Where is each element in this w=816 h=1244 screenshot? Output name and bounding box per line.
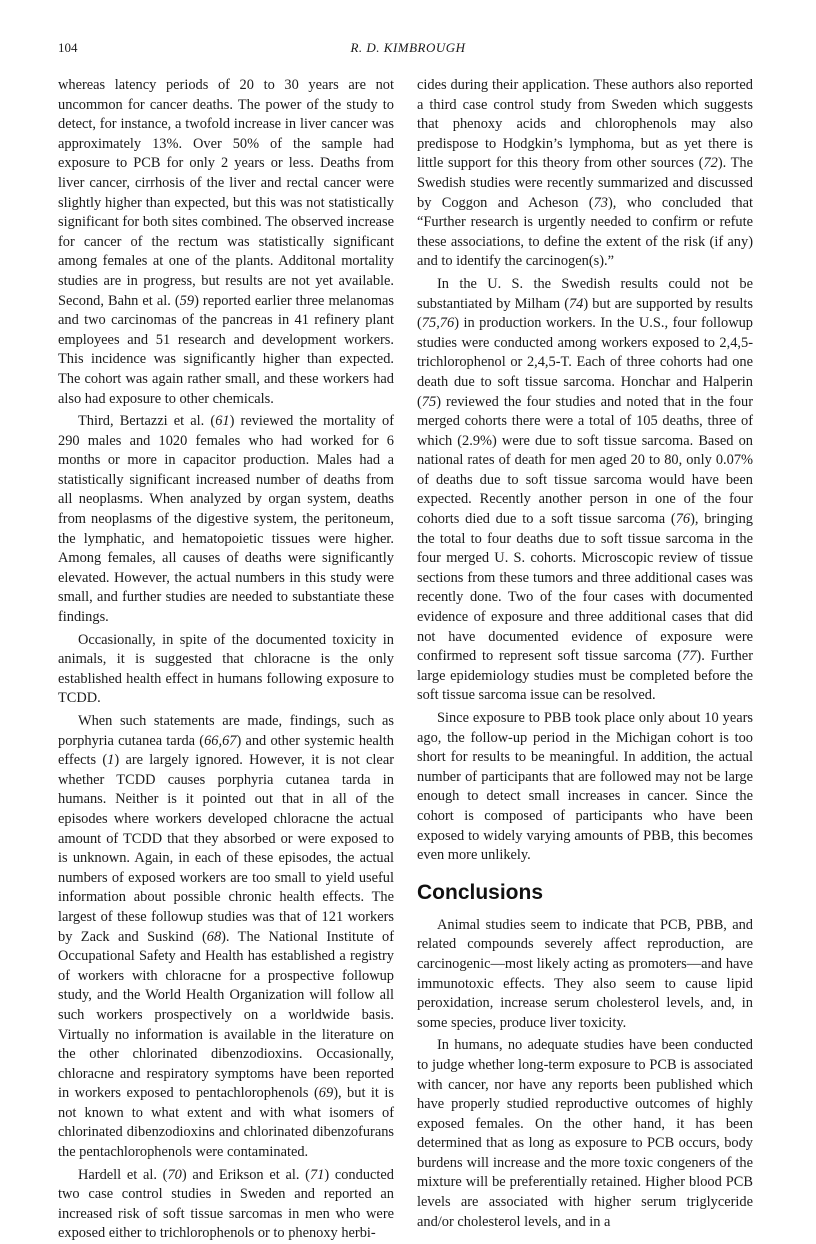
page-header bbox=[58, 40, 758, 60]
citation: 75,76 bbox=[421, 315, 455, 332]
citation: 73 bbox=[593, 194, 608, 211]
paragraph: Hardell et al. (70) and Erikson et al. (71) conducted two case control studies in Sweden and reported an increased risk of soft tissue sarcomas in men who were exposed either to trichlorophenols or to phenoxy herbi- bbox=[58, 1166, 394, 1242]
paragraph: Animal studies seem to indicate that PCB, PBB, and related compounds severely affect reproduction, are carcinogenic—most likely acting as promoters—and have immunotoxic effects. They also seem to cause lipid peroxidation, increase serum cholesterol levels, and, in some species, produce liver toxicity. bbox=[417, 916, 753, 1031]
left-column bbox=[58, 76, 394, 1244]
citation: 76 bbox=[675, 511, 691, 528]
paragraph: Occasionally, in spite of the documented toxicity in animals, it is suggested that chloracne is the only established health effect in humans following exposure to TCDD. bbox=[58, 631, 394, 707]
paragraph: cides during their application. These authors also reported a third case control study from Sweden which suggests that phenoxy acids and chlorophenols may also predispose to Hodgkin’s lymphoma, but as yet there is little support for this theory from other sources (72). The Swedish studies were recently summarized and discussed by Coggon and Acheson (73), who concluded that “Further research is urgently needed to confirm or refute these associations, to define the extent of the risk (if any) and to identify the carcinogen(s).” bbox=[417, 77, 753, 270]
paragraph: Since exposure to PBB took place only about 10 years ago, the follow-up period in the Michigan cohort is too short for results to be meaningful. In addition, the actual number of participants that are followed may not be large enough to detect small increases in cancer. Since the cohort is composed of participants who have been exposed to widely varying amounts of PBB, this becomes even more unlikely. bbox=[417, 710, 753, 864]
paragraph: When such statements are made, findings, such as porphyria cutanea tarda (66,67) and other systemic health effects (1) are largely ignored. However, it is not clear whether TCDD causes porphyria cutanea tarda in humans. Neither is it pointed out that in all of the episodes where workers developed chloracne the actual amount of TCDD that they absorbed or were exposed to is unknown. Again, in each of these episodes, the actual numbers of exposed workers are too small to yield useful information about possible chronic health effects. The largest of these followup studies was that of 121 workers by Zack and Suskind (68). The National Institute of Occupational Safety and Health has established a registry of workers with chloracne for a prospective followup study, and the World Health Organization will follow all such workers prospectively on a worldwide basis. Virtually no information is available in the literature on the other chlorinated dibenzodioxins. Occasionally, chloracne and respiratory symptoms have been reported in workers exposed to pentachlorophenols (69), but it is not known to what extent and with what isomers of chlorinated dibenzodioxins and chlorinated dibenzofurans the pentachlorophenols were contaminated. bbox=[58, 713, 395, 1161]
paragraph: In humans, no adequate studies have been conducted to judge whether long-term exposure to PCB is associated with cancer, nor have any reports been published which have properly studied reproductive outcomes of highly exposed females. On the other hand, it has been determined that as long as exposure to PCB occurs, body burdens will increase and the more toxic congeners of the mixture will be preferentially retained. Higher blood PCB levels are associated with higher serum triglyceride and/or cholesterol levels, and in a bbox=[417, 1037, 753, 1230]
citation: 69 bbox=[318, 1085, 334, 1102]
citation: 59 bbox=[179, 292, 195, 309]
page-number: 104 bbox=[58, 40, 78, 55]
citation: 70 bbox=[167, 1166, 182, 1183]
citation: 72 bbox=[703, 155, 718, 172]
paragraph: Third, Bertazzi et al. (61) reviewed the mortality of 290 males and 1020 females who had worked for 6 months or more in capacitor production. Males had a statistically significant increased number of deaths from all neoplasms. When analyzed by organ system, deaths from neoplasms of the digestive system, the peritoneum, the lymphatic, and hematopoietic tissues were higher. Among females, all causes of deaths were significantly elevated. However, the actual numbers in this study were small, and further studies are needed to substantiate these findings. bbox=[58, 413, 395, 626]
citation: 74 bbox=[568, 295, 584, 312]
running-head: R. D. KIMBROUGH bbox=[350, 40, 466, 55]
section-heading-conclusions: Conclusions bbox=[417, 880, 544, 904]
paragraph: In the U. S. the Swedish results could not be substantiated by Milham (74) but are supported by results (75,76) in production workers. In the U.S., four followup studies were conducted among workers exposed to 2,4,5-trichlorophenol or 2,4,5-T. Each of three cohorts had one death due to soft tissue sarcoma. Honchar and Halperin (75) reviewed the four studies and noted that in the four merged cohorts there were a total of 105 deaths, three of which (2.9%) were due to soft tissue sarcoma. Based on national rates of death for men aged 20 to 80, only 0.07% of deaths due to soft tissue sarcoma would have been expected. Recently another person in one of the four cohorts died due to a soft tissue sarcoma (76), bringing the total to four deaths due to soft tissue sarcoma in the four merged U. S. cohorts. Microscopic review of tissue sections from these tumors and three additional cases was recently done. Two of the four cases with documented evidence of exposure and three additional cases that did not have documented evidence of exposure were confirmed to represent soft tissue sarcoma (77). Further large epidemiology studies must be completed before the soft tissue sarcoma issue can be resolved. bbox=[417, 275, 753, 704]
paragraph: whereas latency periods of 20 to 30 years are not uncommon for cancer deaths. The power of the study to detect, for instance, a twofold increase in liver cancer was approximately 13%. Over 50% of the sample had exposure to PCB for only 2 years or less. Deaths from liver cancer, cirrhosis of the liver and rectal cancer were slightly higher than expected, but this was not statistically significant for both sites combined. The observed increase for cancer of the rectum was statistically significant among females at one of the plants. Additonal mortality studies are in progress, but results are not yet available. Second, Bahn et al. (59) reported earlier three melanomas and two carcinomas of the pancreas in 41 refinery plant employees and 51 research and development workers. This incidence was significantly higher than expected. The cohort was again rather small, and these workers had also had exposure to other chemicals. bbox=[58, 77, 395, 407]
citation: 61 bbox=[215, 413, 230, 430]
citation: 71 bbox=[309, 1166, 325, 1183]
right-column bbox=[417, 76, 753, 1232]
citation: 75 bbox=[421, 393, 437, 410]
citation: 68 bbox=[206, 928, 222, 945]
citation: 1 bbox=[107, 752, 115, 769]
citation: 66,67 bbox=[204, 732, 237, 749]
citation: 77 bbox=[682, 648, 697, 665]
